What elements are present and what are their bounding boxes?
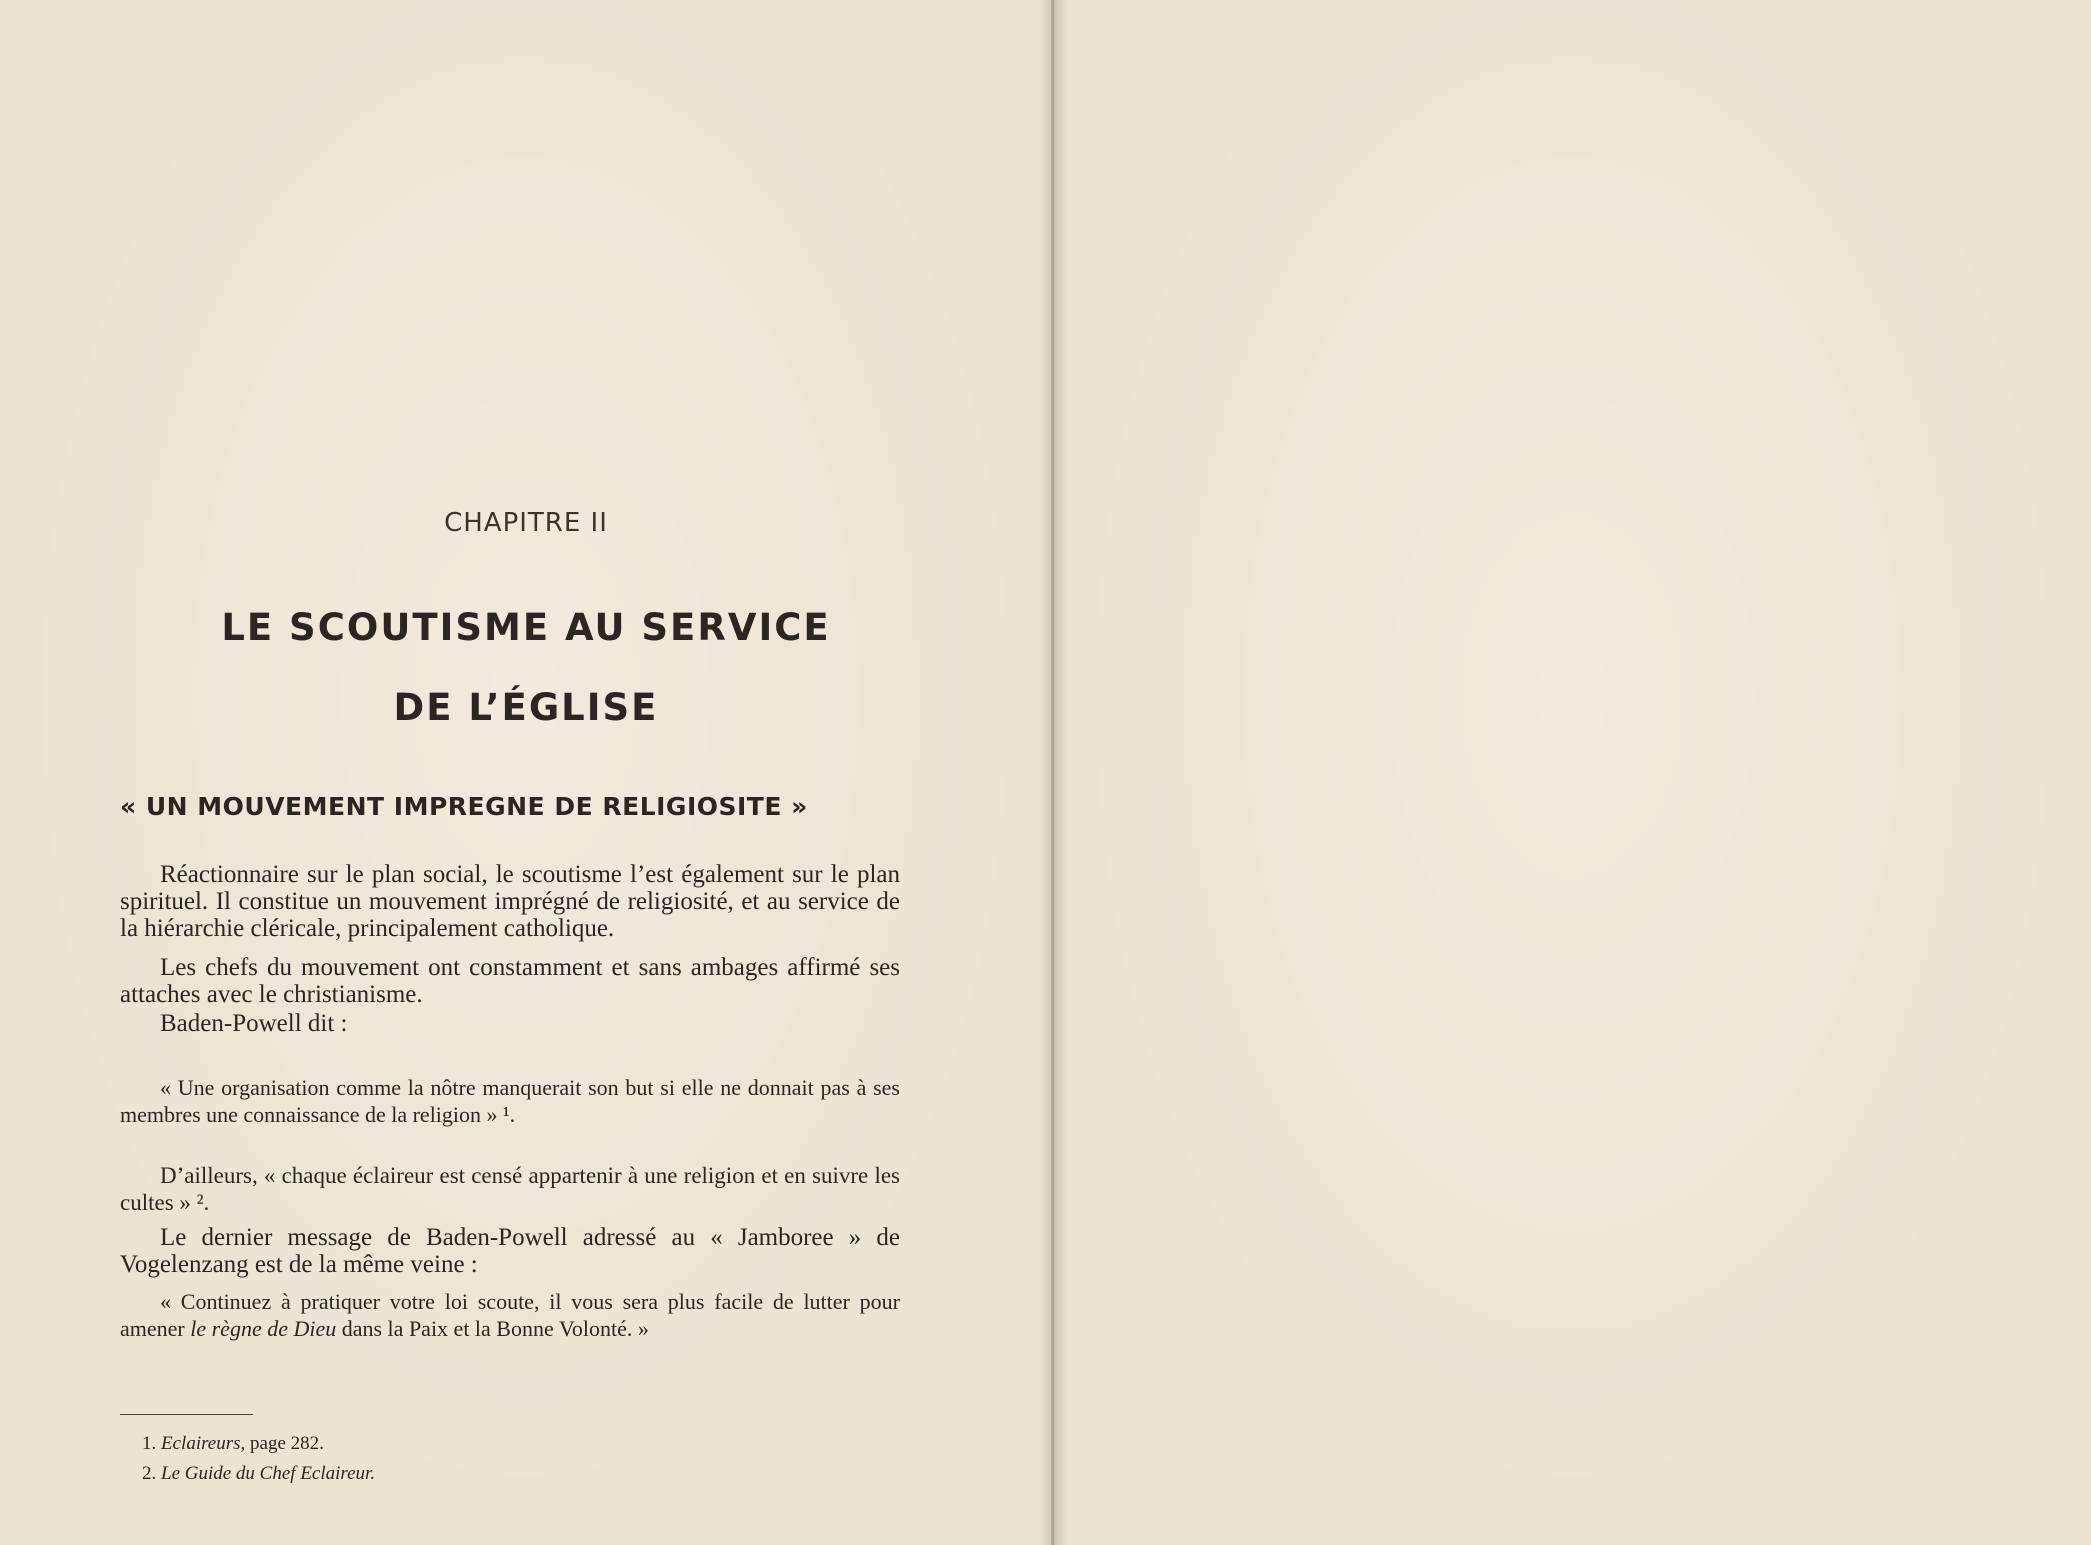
paragraph-2: Les chefs du mouvement ont constamment et sans ambages affirmé ses attaches avec le christianisme. <box>120 954 900 1008</box>
quote-3-part-1: « Continuez à pratiquer votre loi scoute, il vous sera plus facile de lutter pour amener <box>120 1289 900 1341</box>
quote-3 <box>120 1288 900 1342</box>
left-body-paragraphs <box>120 861 900 1037</box>
quote-3-part-2: dans la Paix et la Bonne Volonté. » <box>336 1316 649 1341</box>
section-heading: « UN MOUVEMENT IMPREGNE DE RELIGIOSITE » <box>120 792 808 821</box>
paragraph-3: Baden-Powell dit : <box>160 1010 348 1037</box>
paragraph-1: Réactionnaire sur le plan social, le scoutisme l’est également sur le plan spirituel. Il constitue un mouvement imprégné de religiosité, et au service de la hiérarchie cléricale, principalement catholique. <box>120 861 900 942</box>
footnote-1 <box>142 1430 842 1457</box>
footnote-2-number: 2. <box>142 1463 157 1484</box>
quote-3-text <box>120 1288 900 1342</box>
chapter-title-line-2: DE L’ÉGLISE <box>393 686 659 729</box>
footnote-1-page: page 282. <box>245 1433 324 1454</box>
quote-1 <box>120 1074 900 1128</box>
chapter-label: CHAPITRE II <box>444 508 608 538</box>
footnote-2-source: Le Guide du Chef Eclaireur. <box>161 1463 376 1484</box>
footnote-1-source: Eclaireurs, <box>161 1433 246 1454</box>
footnote-1-number: 1. <box>142 1433 157 1454</box>
right-page <box>1054 0 2091 1545</box>
footnote-2 <box>142 1460 842 1487</box>
paragraph-4-block <box>120 1224 900 1278</box>
quote-2-text: D’ailleurs, « chaque éclaireur est censé appartenir à une religion et en suivre les cultes » ². <box>120 1163 900 1215</box>
book-gutter <box>1040 0 1068 1545</box>
quote-1-text: « Une organisation comme la nôtre manquerait son but si elle ne donnait pas à ses membres une connaissance de la religion » ¹. <box>120 1075 900 1127</box>
footnote-rule <box>120 1414 253 1415</box>
paragraph-4: Le dernier message de Baden-Powell adressé au « Jamboree » de Vogelenzang est de la même veine : <box>120 1224 900 1278</box>
chapter-title-line-1: LE SCOUTISME AU SERVICE <box>221 606 831 649</box>
quote-2 <box>120 1162 900 1216</box>
quote-3-italic: le règne de Dieu <box>190 1316 337 1341</box>
